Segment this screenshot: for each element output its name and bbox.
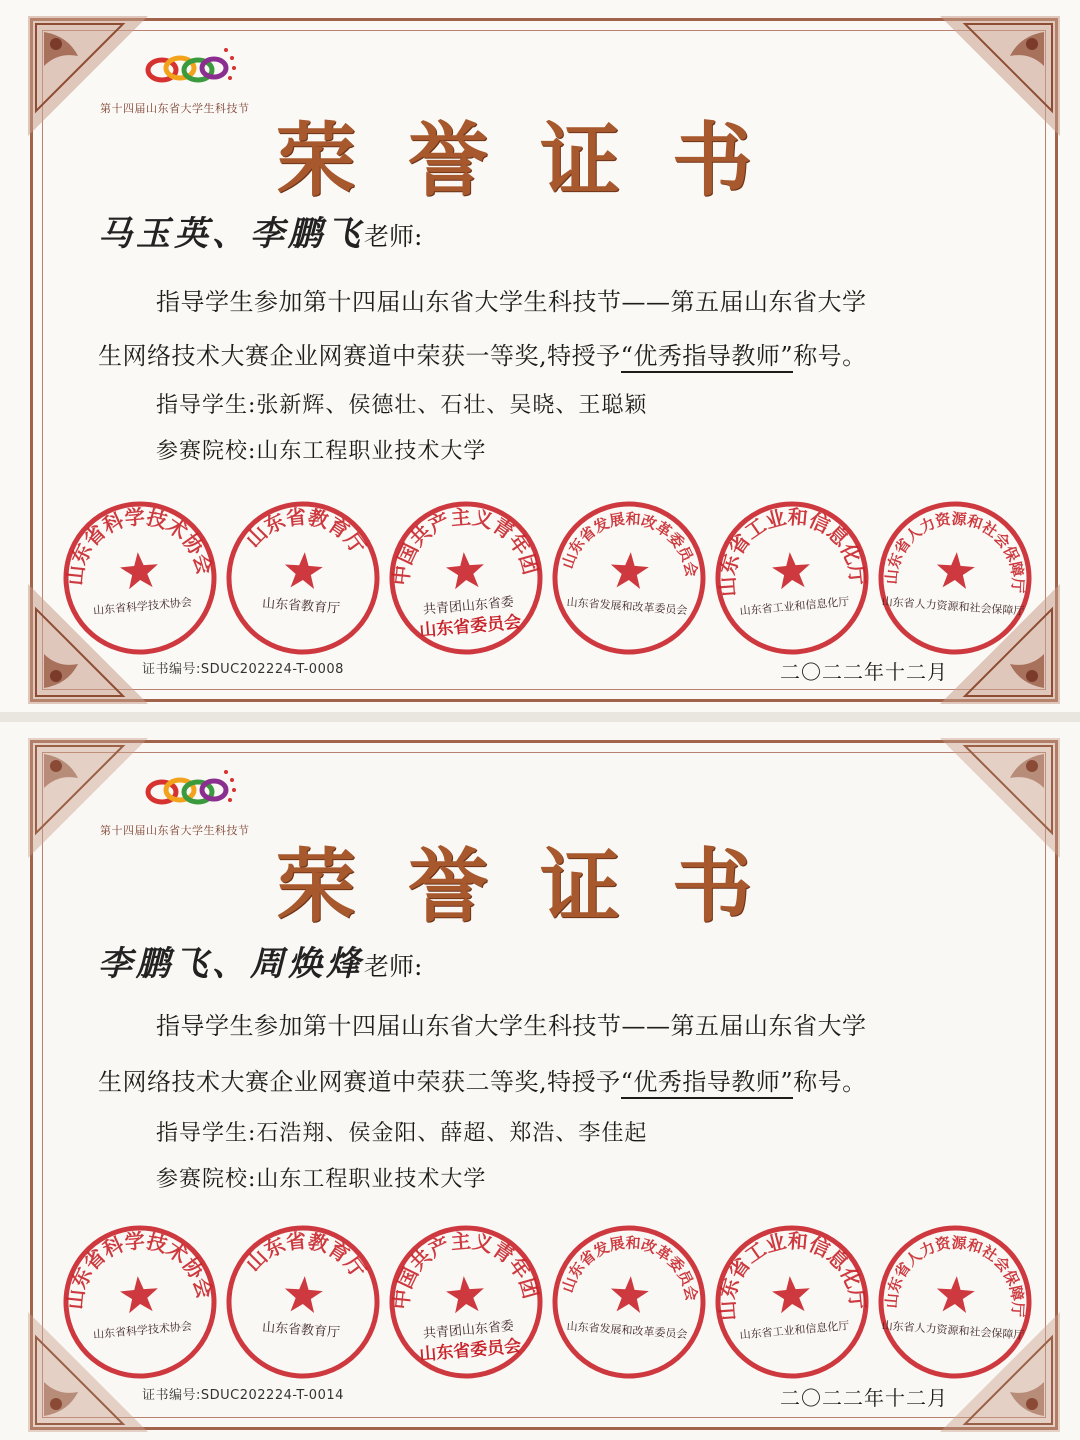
official-seals [60,1222,1040,1402]
seal-arc-text: 山东省教育厅 [240,504,371,559]
certificate-date: 二〇二二年十二月 [780,1386,948,1410]
seal-arc-text: 山东省发展和改革委员会 [558,509,701,579]
official-seal [870,493,1041,664]
award-title: “优秀指导教师” [621,342,794,373]
award-text-end: 称号。 [793,342,867,370]
festival-caption: 第十四届山东省大学生科技节 [100,102,250,115]
seal-arc-text: 山东省科学技术协会 [62,1228,218,1311]
official-seals [60,498,1040,678]
students-line: 指导学生:张新辉、侯德壮、石壮、吴晓、王聪颖 [156,393,648,418]
certificate-2 [0,722,1080,1440]
school-line: 参赛院校:山东工程职业技术大学 [156,439,487,464]
seal-center-text: 山东省人力资源和社会保障厅 [881,1318,1025,1342]
recipient-suffix: 老师: [364,952,423,981]
award-text-line1: 指导学生参加第十四届山东省大学生科技节——第五届山东省大学 [156,288,867,316]
recipient-line [98,206,422,255]
recipient-line [98,936,422,985]
award-text-end: 称号。 [793,1068,867,1096]
seal-arc-text: 山东省人力资源和社会保障厅 [882,509,1028,594]
award-text-main: 生网络技术大赛企业网赛道中荣获一等奖,特授予 [98,342,621,370]
seal-arc-text: 山东省科学技术协会 [62,504,218,587]
festival-logo-icon [140,40,240,90]
recipient-suffix: 老师: [364,222,423,251]
certificate-title: 荣誉证书 [276,113,804,207]
award-text-line2 [98,336,867,371]
official-seal [705,1215,878,1388]
students-line: 指导学生:石浩翔、侯金阳、薛超、郑浩、李佳起 [156,1121,648,1146]
certificate-number: 证书编号:SDUC202224-T-0008 [142,662,344,677]
official-seal [53,1215,226,1388]
seal-center-text: 山东省教育厅 [261,596,341,617]
certificate-1 [0,0,1080,712]
seal-center-text: 山东省科学技术协会 [92,1319,193,1342]
seal-center-text: 山东省工业和信息化厅 [739,1319,850,1342]
recipient-names: 马玉英、李鹏飞 [98,214,364,254]
award-title: “优秀指导教师” [621,1068,794,1099]
festival-logo-icon [140,762,240,812]
official-seal [218,493,389,664]
certificate-divider [0,712,1080,722]
seal-center-text: 山东省教育厅 [261,1320,341,1341]
seal-bottom-text: 山东省委员会 [418,1336,522,1366]
seal-center-text: 山东省人力资源和社会保障厅 [881,594,1025,618]
award-text-line2 [98,1062,867,1097]
seal-arc-text: 山东省人力资源和社会保障厅 [882,1233,1028,1318]
official-seal [544,1217,715,1388]
certificate-date: 二〇二二年十二月 [780,660,948,684]
official-seal [379,491,552,664]
official-seal [705,491,878,664]
seal-arc-text: 中国共产主义青年团 [388,1228,544,1311]
festival-caption: 第十四届山东省大学生科技节 [100,824,250,837]
seal-arc-text: 山东省工业和信息化厅 [714,504,870,598]
seal-arc-text: 山东省发展和改革委员会 [558,1233,701,1303]
seal-center-text: 共青团山东省委 [422,1318,515,1342]
seal-bottom-text: 山东省委员会 [418,612,522,642]
seal-center-text: 共青团山东省委 [422,594,515,618]
certificate-title: 荣誉证书 [276,839,804,933]
seal-arc-text: 中国共产主义青年团 [388,504,544,587]
seal-center-text: 山东省发展和改革委员会 [566,1319,688,1342]
seal-arc-text: 山东省工业和信息化厅 [714,1228,870,1322]
award-text-main: 生网络技术大赛企业网赛道中荣获二等奖,特授予 [98,1068,621,1096]
certificate-number: 证书编号:SDUC202224-T-0014 [142,1388,344,1403]
official-seal [379,1215,552,1388]
school-line: 参赛院校:山东工程职业技术大学 [156,1167,487,1192]
official-seal [218,1217,389,1388]
official-seal [544,493,715,664]
seal-arc-text: 山东省教育厅 [240,1228,371,1283]
recipient-names: 李鹏飞、周焕烽 [98,944,364,984]
official-seal [870,1217,1041,1388]
seal-center-text: 山东省工业和信息化厅 [739,595,850,618]
seal-center-text: 山东省发展和改革委员会 [566,595,688,618]
official-seal [53,491,226,664]
seal-center-text: 山东省科学技术协会 [92,595,193,618]
award-text-line1: 指导学生参加第十四届山东省大学生科技节——第五届山东省大学 [156,1012,867,1040]
